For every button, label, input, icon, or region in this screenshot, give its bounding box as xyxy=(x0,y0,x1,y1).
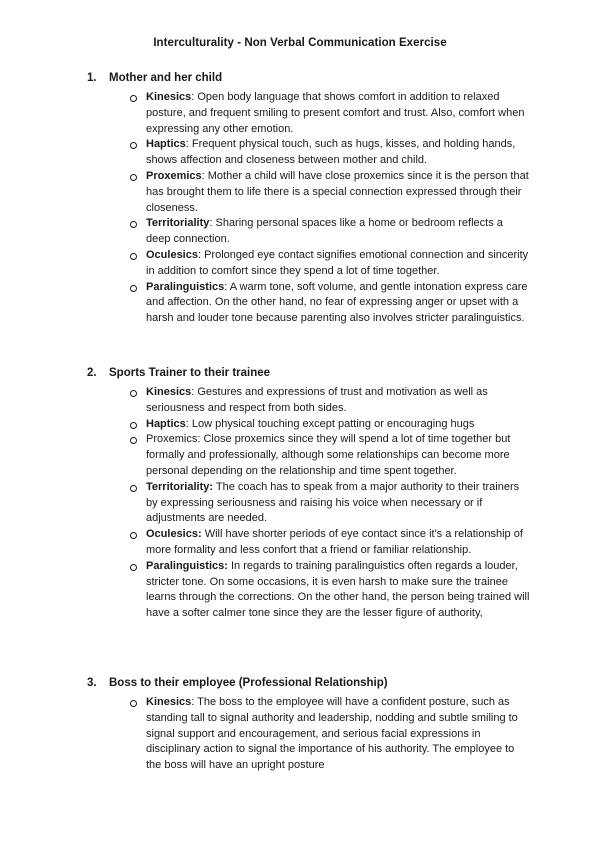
item-term: Oculesics xyxy=(146,248,198,261)
item-text: : Frequent physical touch, such as hugs, kisses, and holding hands, shows affection and closeness between mother and child. xyxy=(146,138,516,167)
section-number: 3. xyxy=(87,677,97,689)
hollow-bullet-icon xyxy=(130,564,137,571)
hollow-bullet-icon xyxy=(130,95,137,102)
item-text: In regards to training paralinguistics often regards a louder, stricter tone. On some occasions, it is even harsh to make sure the trainee learns through the corrections. On the other hand, the person being trained will have a softer calmer tone since they are the lesser figure of authority, xyxy=(146,559,530,620)
item-text: : Open body language that shows comfort in addition to relaxed posture, and frequent smiling to present comfort and trust. Also, comfort when expressing any other emotion. xyxy=(146,91,525,135)
list-item xyxy=(0,695,530,774)
list-item xyxy=(0,480,530,527)
list-item xyxy=(0,90,530,137)
item-text: : The boss to the employee will have a confident posture, such as standing tall to signal authority and leadership, nodding and subtle smiling to signal support and encouragement, and serious facial expressions in disciplinary action to signal the importance of his authority. The employee to the boss will have an upright posture xyxy=(146,696,518,772)
list-item xyxy=(0,432,530,479)
hollow-bullet-icon xyxy=(130,285,137,292)
list-item xyxy=(0,137,530,169)
item-list xyxy=(0,385,600,622)
list-item xyxy=(0,216,530,248)
section-title: Sports Trainer to their trainee xyxy=(109,367,271,379)
item-term: Territoriality xyxy=(146,217,210,230)
item-text: : Gestures and expressions of trust and motivation as well as seriousness and respect from both sides. xyxy=(146,386,488,414)
hollow-bullet-icon xyxy=(130,253,137,260)
hollow-bullet-icon xyxy=(130,390,137,397)
hollow-bullet-icon xyxy=(130,700,137,707)
item-list xyxy=(0,90,600,327)
hollow-bullet-icon xyxy=(130,437,137,444)
item-list xyxy=(0,695,600,774)
list-item xyxy=(0,280,530,327)
hollow-bullet-icon xyxy=(130,532,137,539)
item-term: Kinesics xyxy=(146,386,192,398)
item-text: : Sharing personal spaces like a home or bedroom reflects a deep connection. xyxy=(146,217,503,246)
item-term: Haptics xyxy=(146,417,186,430)
item-text: The coach has to speak from a major authority to their trainers by expressing seriousness and raising his voice when necessary or if adjustments are needed. xyxy=(146,480,520,525)
section-number: 1. xyxy=(87,72,97,84)
hollow-bullet-icon xyxy=(130,422,137,429)
list-item xyxy=(0,385,530,417)
hollow-bullet-icon xyxy=(130,142,137,149)
hollow-bullet-icon xyxy=(130,221,137,228)
hollow-bullet-icon xyxy=(130,174,137,181)
item-term: Paralinguistics: xyxy=(146,559,228,572)
item-term: Territoriality: xyxy=(146,480,214,493)
item-term: Oculesics: xyxy=(146,528,202,541)
list-item xyxy=(0,417,530,433)
item-text: : A warm tone, soft volume, and gentle intonation express care and affection. On the other hand, no fear of expressing anger or upset with a harsh and louder tone because parenting also involves stricter paralinguistics. xyxy=(146,280,528,325)
list-item xyxy=(0,559,530,622)
item-term: Kinesics xyxy=(146,91,192,103)
item-term: Kinesics xyxy=(146,696,192,708)
hollow-bullet-icon xyxy=(130,485,137,492)
section-title: Boss to their employee (Professional Relationship) xyxy=(109,677,388,689)
item-text: : Low physical touching except patting or encouraging hugs xyxy=(185,417,475,430)
item-text: : Mother a child will have close proxemics since it is the person that has brought them to life there is a special connection expressed through their closeness. xyxy=(146,169,529,214)
section-number: 2. xyxy=(87,367,97,379)
section-title: Mother and her child xyxy=(109,72,223,84)
list-item xyxy=(0,248,530,280)
document-title: Interculturality - Non Verbal Communication Exercise xyxy=(153,37,447,49)
item-term: Paralinguistics xyxy=(146,280,225,293)
list-item xyxy=(0,527,530,559)
item-term: Haptics xyxy=(146,138,186,151)
item-text: Will have shorter periods of eye contact since it's a relationship of more formality and less confort that a friend or familiar relationship. xyxy=(146,528,523,556)
item-term: Proxemics xyxy=(146,169,202,182)
list-item xyxy=(0,169,530,216)
item-text: : Prolonged eye contact signifies emotional connection and sincerity in addition to comfort since they spend a lot of time together. xyxy=(146,248,529,277)
item-text: Proxemics: Close proxemics since they will spend a lot of time together but formally and professionally, although some relationships can become more personal depending on the relationship and time spent together. xyxy=(146,433,511,477)
